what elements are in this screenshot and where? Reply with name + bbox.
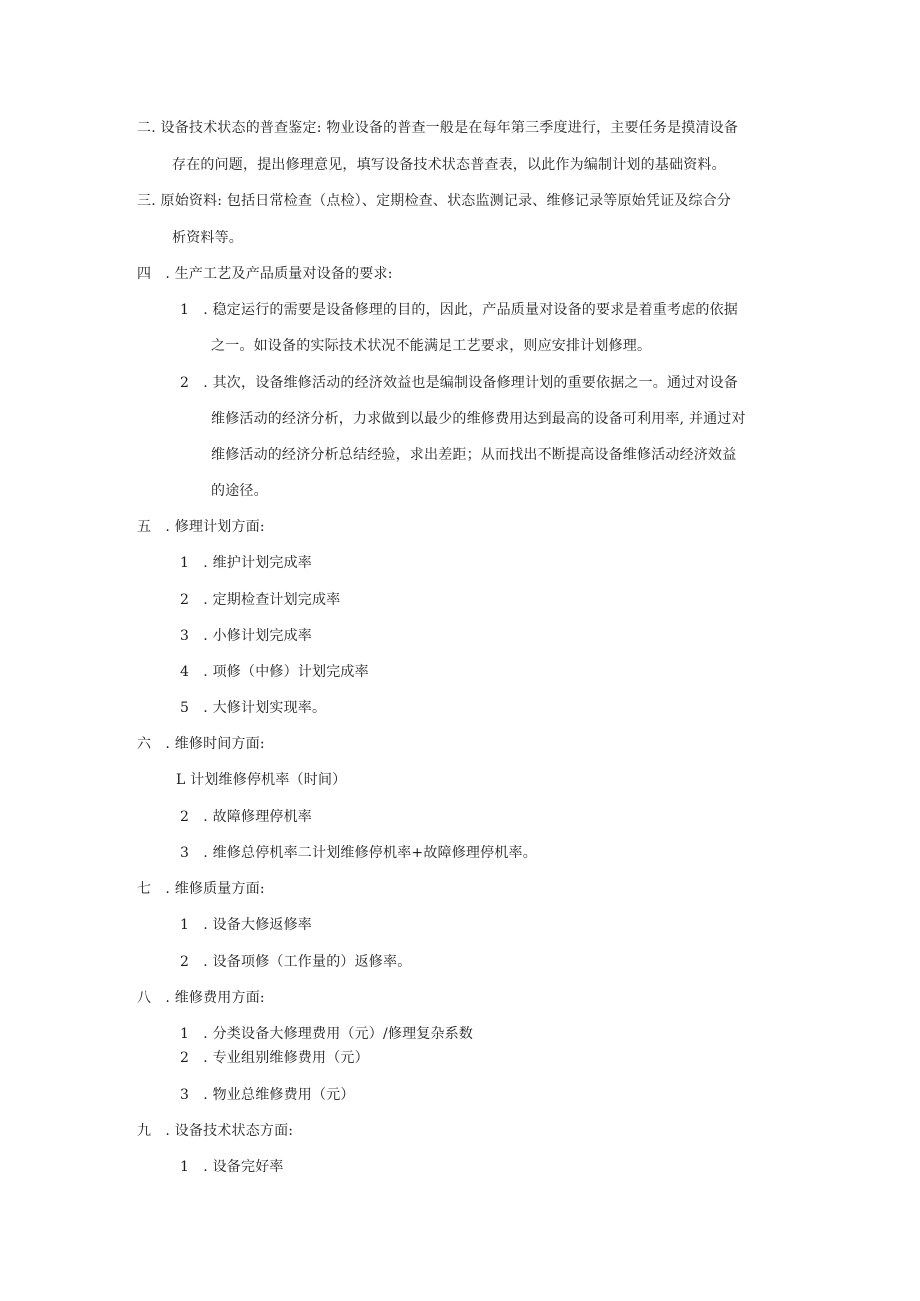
section-3-line-2: 析资料等。 — [172, 230, 243, 246]
section-8-item: 2 . 专业组别维修费用（元） — [180, 1050, 369, 1066]
section-9-title: 九 . 设备技术状态方面: — [137, 1123, 294, 1139]
section-6-item: 2 . 故障修理停机率 — [180, 809, 313, 825]
section-4-item-2-line-1: 2 . 其次，设备维修活动的经济效益也是编制设备修理计划的重要依据之一。通过对设备 — [180, 375, 739, 391]
section-6-title: 六 . 维修时间方面: — [137, 736, 265, 752]
section-4-item-2-line-4: 的途径。 — [211, 483, 268, 499]
section-5-item: 1 . 维护计划完成率 — [180, 555, 313, 571]
section-8-title: 八 . 维修费用方面: — [137, 990, 265, 1006]
section-9-item: 1 . 设备完好率 — [180, 1159, 284, 1175]
section-7-title: 七 . 维修质量方面: — [137, 881, 265, 897]
section-4-item-1-line-2: 之一。如设备的实际技术状况不能满足工艺要求，则应安排计划修理。 — [211, 338, 652, 354]
section-8-item: 1 . 分类设备大修理费用（元）/修理复杂系数 — [180, 1026, 474, 1042]
section-4-title: 四 . 生产工艺及产品质量对设备的要求: — [137, 266, 393, 282]
section-5-title: 五 . 修理计划方面: — [137, 519, 265, 535]
section-3-line-1: 三. 原始资料: 包括日常检查（点检）、定期检查、状态监测记录、维修记录等原始凭证及综合分 — [137, 193, 732, 209]
section-7-item: 1 . 设备大修返修率 — [180, 917, 313, 933]
section-2-line-2: 存在的问题，提出修理意见，填写设备技术状态普查表，以此作为编制计划的基础资料。 — [172, 157, 726, 173]
section-5-item: 4 . 项修（中修）计划完成率 — [180, 664, 369, 680]
section-6-item: 3 . 维修总停机率二计划维修停机率+故障修理停机率。 — [180, 845, 537, 861]
section-8-item: 3 . 物业总维修费用（元） — [180, 1087, 355, 1103]
section-4-item-2-line-2: 维修活动的经济分析，力求做到以最少的维修费用达到最高的设备可利用率, 并通过对 — [211, 411, 746, 427]
section-5-item: 3 . 小修计划完成率 — [180, 628, 313, 644]
section-4-item-1-line-1: 1 . 稳定运行的需要是设备修理的目的，因此，产品质量对设备的要求是着重考虑的依据 — [180, 302, 739, 318]
section-5-item: 2 . 定期检查计划完成率 — [180, 592, 341, 608]
section-6-item: L 计划维修停机率（时间） — [176, 772, 347, 788]
section-4-item-2-line-3: 维修活动的经济分析总结经验，求出差距；从而找出不断提高设备维修活动经济效益 — [211, 447, 737, 463]
section-7-item: 2 . 设备项修（工作量的）返修率。 — [180, 954, 412, 970]
section-2-line-1: 二. 设备技术状态的普查鉴定: 物业设备的普查一般是在每年第三季度进行，主要任务是摸清设备 — [137, 120, 739, 136]
section-5-item: 5 . 大修计划实现率。 — [180, 700, 327, 716]
